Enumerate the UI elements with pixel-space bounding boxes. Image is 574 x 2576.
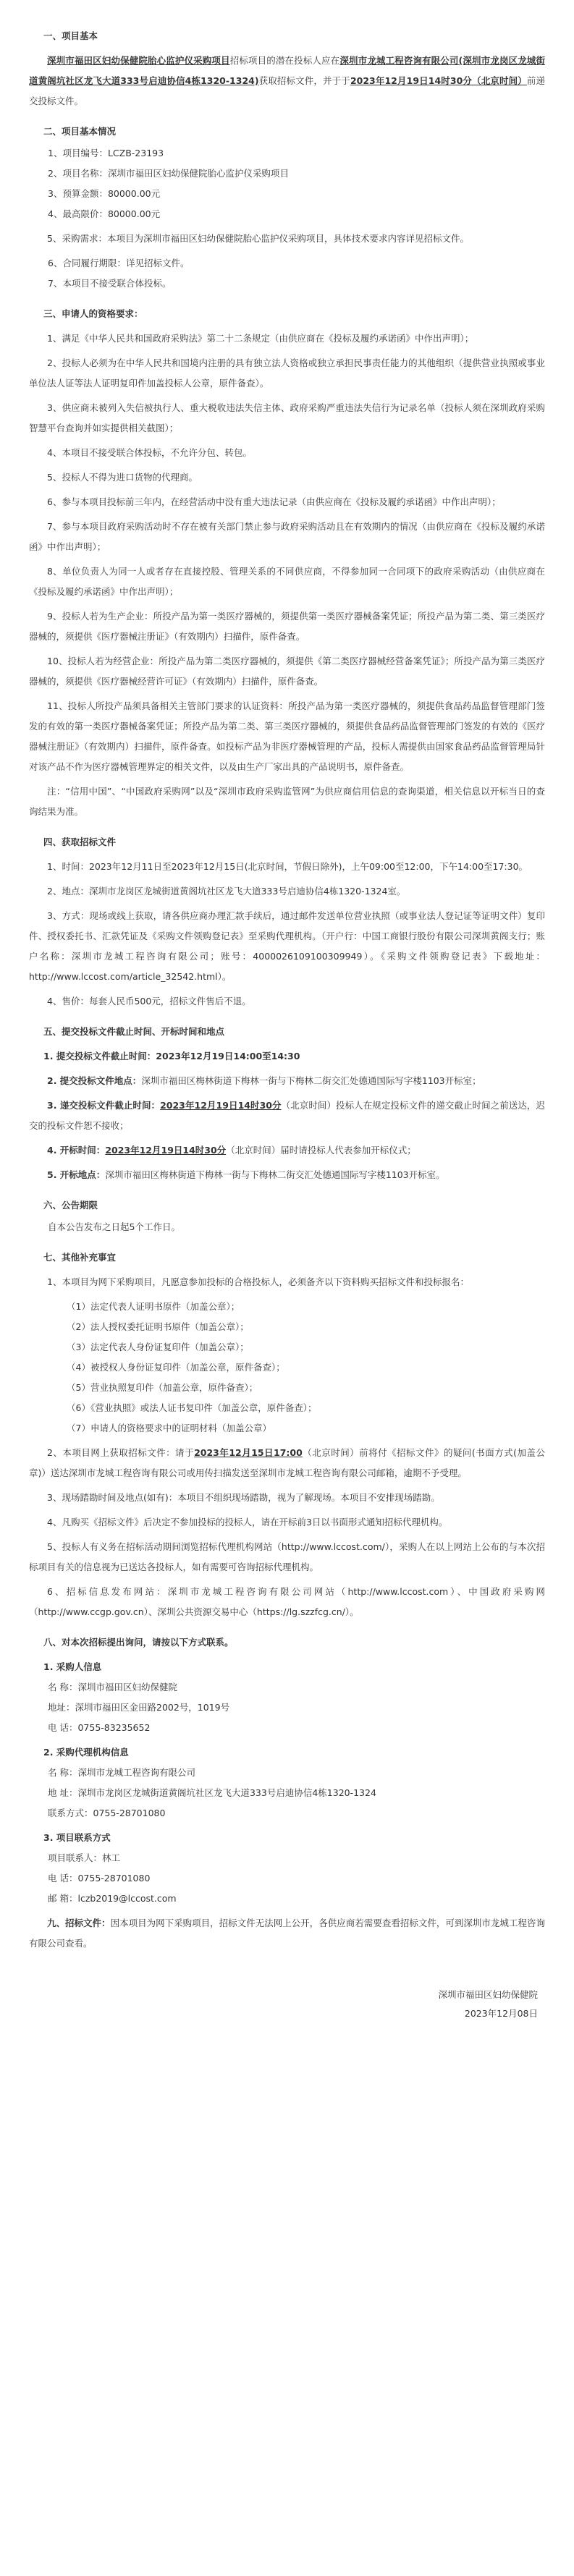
buyer-phone: 电 话：0755-83235652 — [48, 1722, 151, 1733]
opening-place-text: 深圳市福田区梅林街道下梅林一街与下梅林二街交汇处德通国际写字楼1103开标室。 — [105, 1169, 445, 1180]
qualification-item: 3、供应商未被列入失信被执行人、重大税收违法失信主体、政府采购严重违法失信行为记录名单（投标人须在深圳政府采购智慧平台查询并如实提供相关截图）； — [29, 402, 545, 433]
section-1-intro — [29, 51, 545, 111]
agent-info-heading: 2. 采购代理机构信息 — [43, 1747, 129, 1758]
issuer-name: 深圳市福田区妇幼保健院 — [438, 1989, 538, 2000]
qualification-item: 6、参与本项目投标前三年内，在经营活动中没有重大违法记录（由供应商在《投标及履约承诺函》中作出声明）； — [47, 496, 501, 507]
section-9-text: 因本项目为网下采购项目，招标文件无法网上公开，各供应商若需要查看招标文件，可到深圳市龙城工程咨询有限公司查看。 — [29, 1918, 545, 1949]
project-contact-email: 邮 箱：lczb2019@lccost.com — [48, 1893, 177, 1904]
supplement-item — [29, 1443, 545, 1483]
opening-time — [29, 1140, 545, 1161]
credit-note: 注：“信用中国”、“中国政府采购网”以及“深圳市政府采购监管网”为供应商信用信息的查询渠道，相关信息以开标当日的查询结果为准。 — [29, 786, 545, 817]
section-4-heading: 四、获取招标文件 — [43, 836, 117, 847]
required-doc: （1）法定代表人证明书原件（加盖公章）； — [67, 1301, 240, 1312]
issue-date: 2023年12月08日 — [464, 2008, 538, 2019]
deadline-highlight: 2023年12月19日14时30分（北京时间） — [350, 75, 527, 86]
project-item: 2、项目名称：深圳市福田区妇幼保健院胎心监护仪采购项目 — [48, 168, 289, 179]
qualification-item: 7、参与本项目政府采购活动时不存在被有关部门禁止参与政府采购活动且在有效期内的情况（由供应商在《投标及履约承诺函》中作出声明）； — [29, 521, 545, 552]
required-doc: （3）法定代表人身份证复印件（加盖公章）； — [67, 1342, 249, 1352]
section-6-heading: 六、公告期限 — [43, 1200, 98, 1211]
section-9 — [29, 1913, 545, 1954]
opening-time-value: 2023年12月19日14时30分 — [105, 1145, 227, 1156]
qualification-item: 9、投标人若为生产企业：所投产品为第一类医疗器械的，须提供第一类医疗器械备案凭证；所投产品为第二类、第三类医疗器械的，须提供《医疗器械注册证》（有效期内）扫描件，原件备查。 — [29, 611, 545, 642]
section-7-heading: 七、其他补充事宜 — [43, 1252, 117, 1263]
buyer-name: 名 称：深圳市福田区妇幼保健院 — [48, 1682, 177, 1692]
qualification-item: 1、满足《中华人民共和国政府采购法》第二十二条规定（由供应商在《投标及履约承诺函》中作出声明）； — [47, 333, 474, 344]
project-item: 5、采购需求：本项目为深圳市福田区妇幼保健院胎心监护仪采购项目，具体技术要求内容详见招标文件。 — [47, 233, 469, 244]
project-item: 4、最高限价：80000.00元 — [48, 208, 161, 219]
obtain-method: 3、方式：现场或线上获取，请各供应商办理汇款手续后，通过邮件发送单位营业执照（或事业法人登记证等证明文件）复印件、授权委托书、汇款凭证及《采购文件领购登记表》至采购代理机构。（开户行：中国工商银行股份有限公司深圳黄阁支行；账户名称：深圳市龙城工程咨询有限公司；账号：4000026109100309949）。《采购文件领购登记表》下载地址：http://www.lccost.com/article_32542.html）。 — [29, 910, 545, 982]
obtain-price: 4、售价：每套人民币500元，招标文件售后不退。 — [47, 996, 251, 1007]
project-contact-phone: 电 话：0755-28701080 — [48, 1873, 151, 1884]
section-9-heading: 九、招标文件： — [47, 1918, 111, 1928]
project-item: 6、合同履行期限：详见招标文件。 — [48, 258, 190, 268]
intro-tail: 前递交投标文件。 — [29, 75, 545, 106]
section-5-heading: 五、提交投标文件截止时间、开标时间和地点 — [43, 1026, 225, 1037]
qualification-item: 2、投标人必须为在中华人民共和国境内注册的具有独立法人资格或独立承担民事责任能力的其他组织（提供营业执照或事业单位法人证等法人证明复印件加盖投标人公章，原件备查）。 — [29, 357, 545, 389]
agent-name: 名 称：深圳市龙城工程咨询有限公司 — [48, 1767, 195, 1778]
agent-contact: 联系方式：0755-28701080 — [48, 1808, 166, 1818]
project-item: 3、预算金额：80000.00元 — [48, 188, 161, 199]
submit-deadline: 1. 提交投标文件截止时间：2023年12月19日14:00至14:30 — [43, 1051, 300, 1062]
agent-address: 地 址：深圳市龙岗区龙城街道黄阁坑社区龙飞大道333号启迪协信4栋1320-1324 — [48, 1787, 376, 1798]
supplement-item: 4、凡购买《招标文件》后决定不参加投标的投标人，请在开标前3日以书面形式通知招标代理机构。 — [47, 1517, 448, 1528]
question-tail: （北京时间）前将付《招标文件》的疑问(书面方式(加盖公章)）送达深圳市龙城工程咨询有限公司或用传扫描发送至深圳市龙城工程咨询有限公司邮箱，逾期不予受理。 — [29, 1447, 545, 1478]
opening-time-label: 4. 开标时间： — [47, 1145, 106, 1156]
section-2-heading: 二、项目基本情况 — [43, 126, 117, 137]
notice-period: 自本公告发布之日起5个工作日。 — [48, 1221, 180, 1232]
submit-place — [29, 1071, 545, 1091]
question-pre: 2、本项目网上获取招标文件：请于 — [47, 1447, 195, 1458]
opening-place-label: 5. 开标地点： — [47, 1169, 106, 1180]
agent-highlight: 深圳市龙城工程咨询有限公司(深圳市龙岗区龙城街道黄阁坑社区龙飞大道333号启迪协信4栋1320-1324) — [29, 55, 545, 86]
project-contact-person: 项目联系人：林工 — [48, 1852, 121, 1863]
opening-time-text: （北京时间）届时请投标人代表参加开标仪式； — [226, 1145, 416, 1156]
signature-block — [29, 1986, 545, 2023]
qualification-item: 10、投标人若为经营企业：所投产品为第二类医疗器械的，须提供《第二类医疗器械经营备案凭证》；所投产品为第三类医疗器械的，须提供《医疗器械经营许可证》（有效期内）扫描件，原件备查。 — [29, 656, 545, 687]
intro-text: 招标项目的潜在投标人应在 — [229, 55, 340, 66]
required-doc: （7）申请人的资格要求中的证明材料（加盖公章） — [67, 1423, 271, 1433]
obtain-place: 2、地点：深圳市龙岗区龙城街道黄阁坑社区龙飞大道333号启迪协信4栋1320-1324室。 — [47, 886, 406, 897]
required-doc: （2）法人授权委托证明书原件（加盖公章）； — [67, 1321, 249, 1332]
qualification-item: 11、投标人所投产品须具备相关主管部门要求的认证资料：所投产品为第一类医疗器械的，须提供食品药品监督管理部门签发的有效的第一类医疗器械备案凭证；所投产品为第二类、第三类医疗器械的，须提供食品药品监督管理部门签发的有效的《医疗器械注册证》（有效期内）扫描件，原件备查。如投标产品为非医疗器械管理的产品，投标人需提供由国家食品药品监督管理局针对该产品不作为医疗器械管理界定的相关文件，以及由生产厂家出具的产品说明书，原件备查。 — [29, 700, 545, 772]
section-8-heading: 八、对本次招标提出询问，请按以下方式联系。 — [43, 1637, 234, 1648]
submit-cutoff — [29, 1096, 545, 1136]
question-deadline: 2023年12月15日17:00 — [194, 1447, 303, 1458]
section-3-heading: 三、申请人的资格要求： — [43, 308, 143, 319]
intro-text-2: 获取招标文件，并于于 — [258, 75, 350, 86]
supplement-item: 1、本项目为网下采购项目，凡愿意参加投标的合格投标人，必须备齐以下资料购买招标文件和投标报名： — [47, 1276, 469, 1287]
qualification-item: 5、投标人不得为进口货物的代理商。 — [47, 472, 198, 483]
opening-place — [29, 1165, 545, 1185]
project-item: 1、项目编号：LCZB-23193 — [48, 148, 164, 158]
buyer-info-heading: 1. 采购人信息 — [43, 1661, 102, 1672]
project-item: 7、本项目不接受联合体投标。 — [48, 278, 172, 289]
section-1-heading: 一、项目基本 — [43, 30, 98, 41]
buyer-address: 地址：深圳市福田区金田路2002号，1019号 — [48, 1702, 230, 1713]
submit-cutoff-time: 2023年12月19日14时30分 — [160, 1100, 282, 1111]
project-name-highlight: 深圳市福田区妇幼保健院胎心监护仪采购项目 — [47, 55, 230, 66]
required-doc: （6）《营业执照》或法人证书复印件（加盖公章，原件备查）； — [67, 1402, 317, 1413]
submit-place-text: 深圳市福田区梅林街道下梅林一街与下梅林二街交汇处德通国际写字楼1103开标室； — [141, 1075, 481, 1086]
project-contact-heading: 3. 项目联系方式 — [43, 1832, 111, 1843]
submit-cutoff-text: （北京时间）投标人在规定投标文件的递交截止时间之前送达，迟交的投标文件恕不接收； — [29, 1100, 545, 1131]
obtain-time: 1、时间：2023年12月11日至2023年12月15日(北京时间，节假日除外)，上午09:00至12:00，下午14:00至17:30。 — [47, 861, 528, 872]
submit-place-label: 2. 提交投标文件地点： — [47, 1075, 142, 1086]
supplement-item: 3、现场踏勘时间及地点(如有)：本项目不组织现场踏勘，视为了解现场。本项目不安排现场踏勘。 — [47, 1492, 440, 1503]
qualification-item: 8、单位负责人为同一人或者存在直接控股、管理关系的不同供应商，不得参加同一合同项下的政府采购活动（由供应商在《投标及履约承诺函》中作出声明）； — [29, 566, 545, 597]
required-doc: （5）营业执照复印件（加盖公章，原件备查）； — [67, 1382, 258, 1393]
submit-cutoff-label: 3. 递交投标文件截止时间： — [47, 1100, 161, 1111]
supplement-item: 6、招标信息发布网站：深圳市龙城工程咨询有限公司网站（http://www.lccost.com）、中国政府采购网（http://www.ccgp.gov.cn）、深圳公共资源交易中心（https://lg.szzfcg.cn/）。 — [29, 1586, 545, 1617]
required-doc: （4）被授权人身份证复印件（加盖公章，原件备查）； — [67, 1362, 285, 1373]
supplement-item: 5、投标人有义务在招标活动期间浏览招标代理机构网站（http://www.lccost.com/），采购人在以上网站上公布的与本次招标项目有关的信息视为已送达各投标人，如有需要可咨询招标代理机构。 — [29, 1541, 545, 1572]
qualification-item: 4、本项目不接受联合体投标，不允许分包、转包。 — [47, 447, 252, 458]
